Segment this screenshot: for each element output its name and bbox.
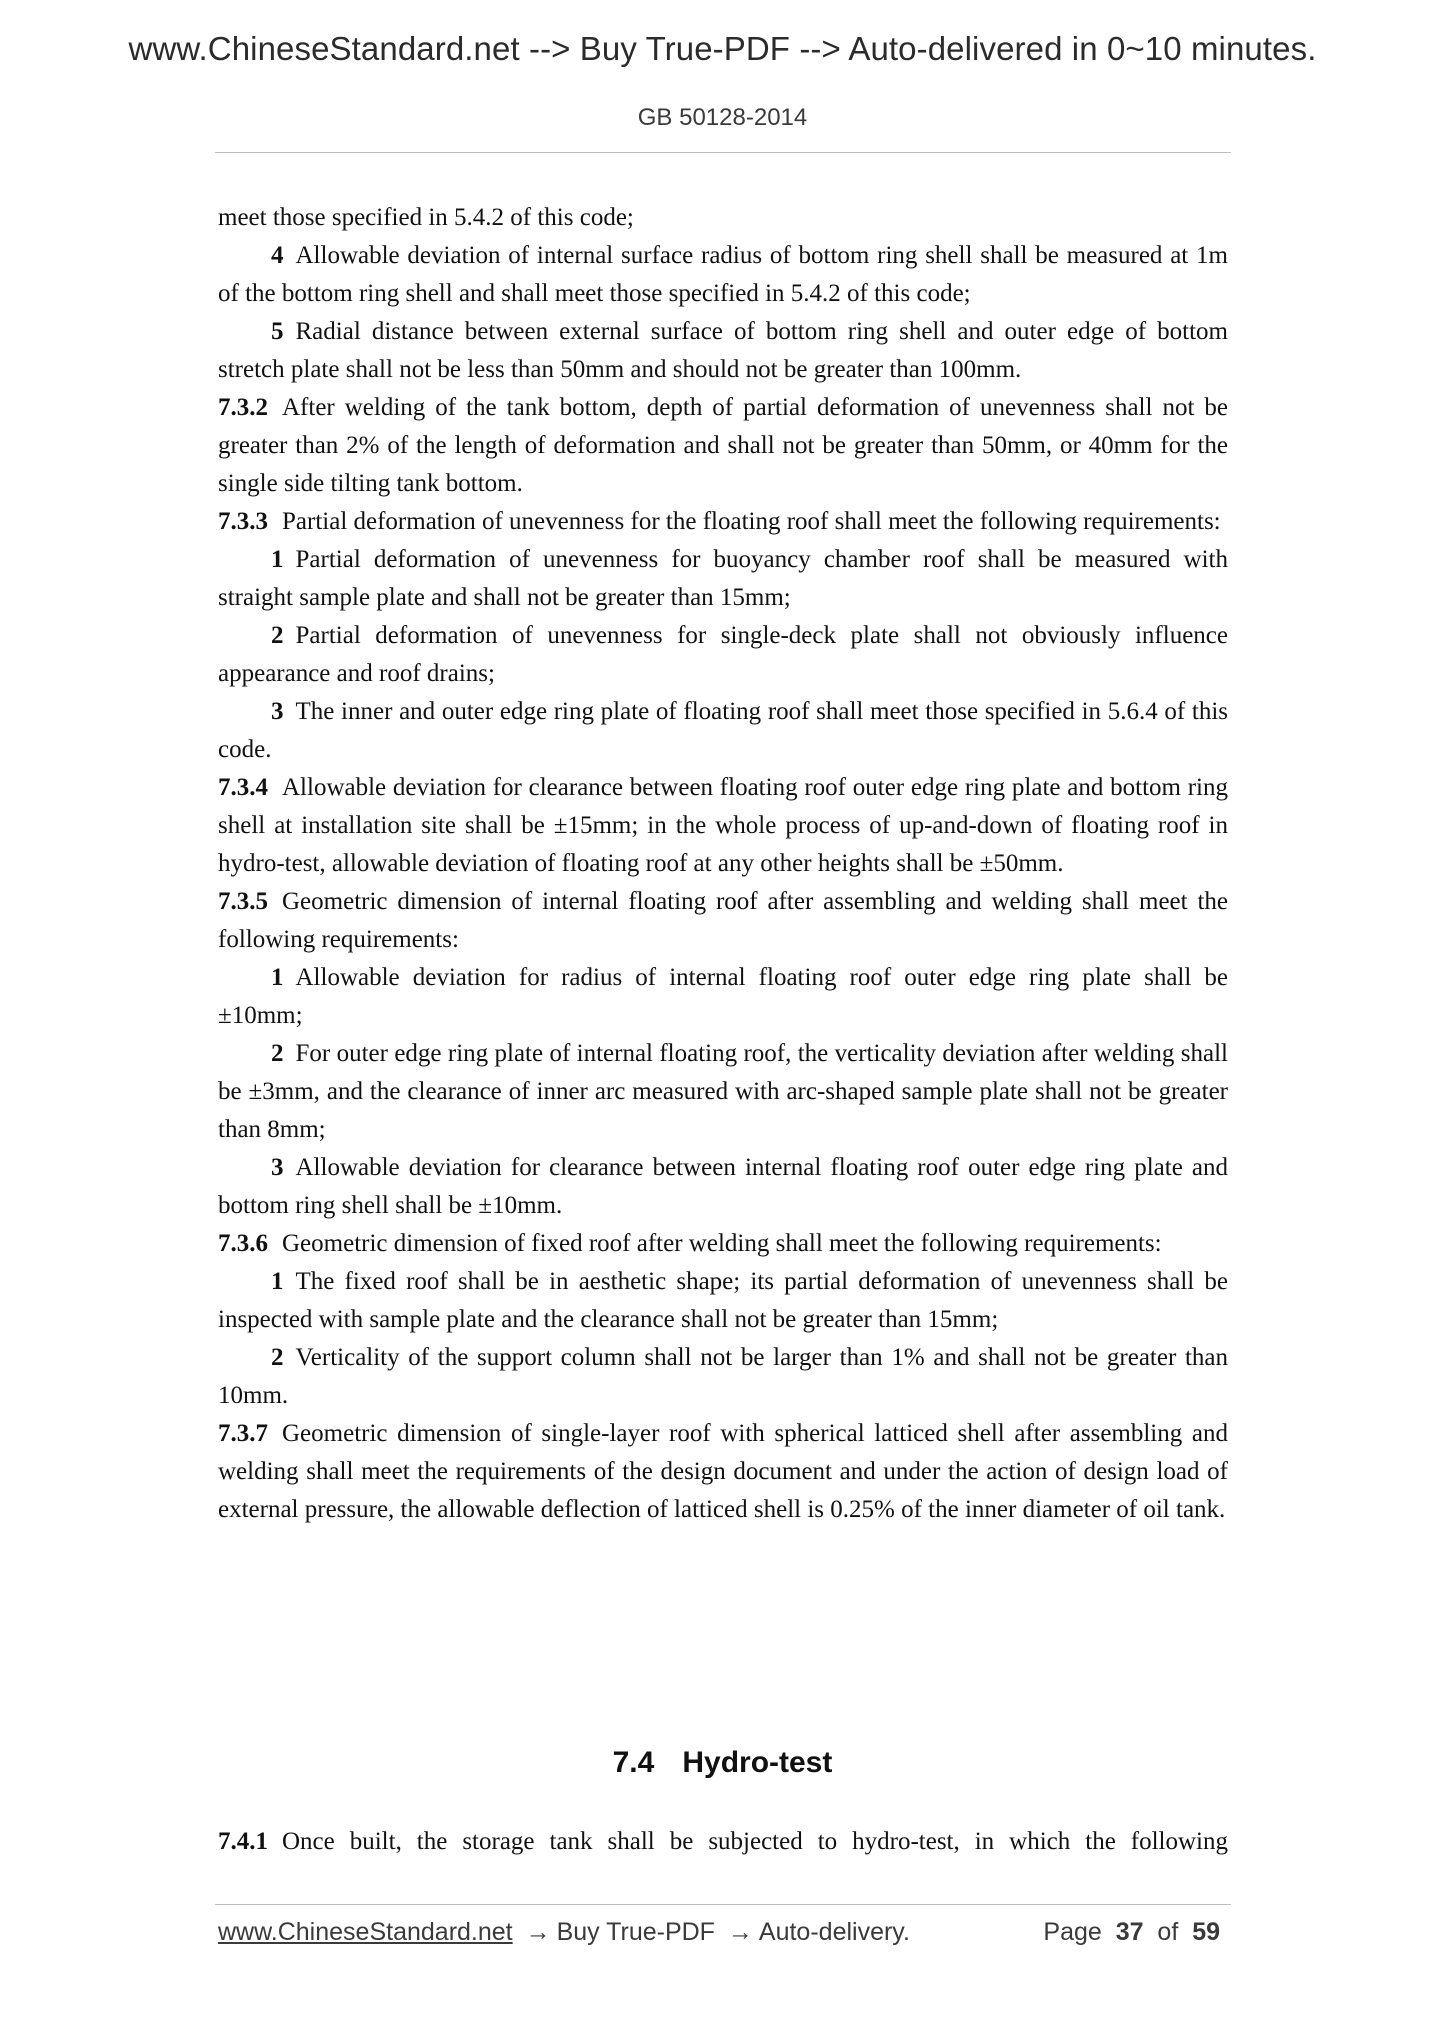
clause-7-3-6 bbox=[218, 1225, 1228, 1263]
item-number: 1 bbox=[271, 1268, 284, 1295]
clause-text: Allowable deviation for clearance between floating roof outer edge ring plate and bottom ring shell at installation site shall be ±15mm; in the whole process of up-and-down of floating roof in hydro-test, allowable deviation of floating roof at any other heights shall be ±50mm. bbox=[218, 774, 1228, 877]
auto-delivery-text: Auto-delivery. bbox=[758, 1918, 910, 1946]
page-label: Page bbox=[1043, 1918, 1102, 1946]
list-item bbox=[218, 1263, 1228, 1339]
clause-7-4-1 bbox=[218, 1823, 1228, 1861]
item-text: Verticality of the support column shall not be larger than 1% and shall not be greater than 10mm. bbox=[218, 1344, 1228, 1409]
clause-number: 7.3.7 bbox=[218, 1420, 268, 1447]
clause-text: Geometric dimension of internal floating roof after assembling and welding shall meet the following requirements: bbox=[218, 888, 1228, 953]
list-item bbox=[218, 617, 1228, 693]
item-text: Radial distance between external surface of bottom ring shell and outer edge of bottom stretch plate shall not be less than 50mm and should not be greater than 100mm. bbox=[218, 318, 1228, 383]
page-number bbox=[1043, 1918, 1220, 1947]
item-text: Allowable deviation for clearance between internal floating roof outer edge ring plate and bottom ring shell shall be ±10mm. bbox=[218, 1154, 1228, 1219]
footer-links bbox=[218, 1918, 910, 1947]
clause-text: After welding of the tank bottom, depth of partial deformation of unevenness shall not be greater than 2% of the length of deformation and shall not be greater than 50mm, or 40mm for the single side tilting tank bottom. bbox=[218, 394, 1228, 497]
current-page: 37 bbox=[1115, 1918, 1144, 1946]
clause-7-3-2 bbox=[218, 389, 1228, 503]
clause-text: Geometric dimension of fixed roof after welding shall meet the following requirements: bbox=[282, 1230, 1162, 1257]
arrow-right-icon: → bbox=[727, 1918, 753, 1946]
continued-paragraph: meet those specified in 5.4.2 of this code; bbox=[218, 204, 634, 231]
section-heading bbox=[0, 1746, 1445, 1780]
item-text: Partial deformation of unevenness for single-deck plate shall not obviously influence appearance and roof drains; bbox=[218, 622, 1228, 687]
item-number: 1 bbox=[271, 546, 284, 573]
list-item bbox=[218, 313, 1228, 389]
clause-text: Geometric dimension of single-layer roof with spherical latticed shell after assembling and welding shall meet the requirements of the design document and under the action of design load of external pressure, the allowable deflection of latticed shell is 0.25% of the inner diameter of oil tank. bbox=[218, 1420, 1228, 1523]
clause-number: 7.4.1 bbox=[218, 1828, 268, 1855]
item-text: Partial deformation of unevenness for buoyancy chamber roof shall be measured with straight sample plate and shall not be greater than 15mm; bbox=[218, 546, 1228, 611]
clause-number: 7.3.2 bbox=[218, 394, 268, 421]
list-item bbox=[218, 959, 1228, 1035]
item-number: 3 bbox=[271, 698, 284, 725]
body-text bbox=[218, 199, 1228, 1529]
arrow-right-icon: → bbox=[525, 1918, 551, 1946]
page-footer bbox=[218, 1918, 1228, 1954]
section-number: 7.4 bbox=[612, 1746, 655, 1779]
item-text: Allowable deviation of internal surface radius of bottom ring shell shall be measured at 1m of the bottom ring shell and shall meet those specified in 5.4.2 of this code; bbox=[218, 242, 1228, 307]
clause-text: Partial deformation of unevenness for the floating roof shall meet the following requirements: bbox=[282, 508, 1221, 535]
clause-number: 7.3.6 bbox=[218, 1230, 268, 1257]
list-item bbox=[218, 1035, 1228, 1149]
clause-number: 7.3.5 bbox=[218, 888, 268, 915]
footer-divider bbox=[215, 1904, 1231, 1905]
top-banner: www.ChineseStandard.net --> Buy True-PDF --> Auto-delivered in 0~10 minutes. bbox=[128, 30, 1317, 67]
total-pages: 59 bbox=[1192, 1918, 1220, 1946]
clause-text: Once built, the storage tank shall be subjected to hydro-test, in which the following bbox=[282, 1828, 1228, 1855]
item-number: 1 bbox=[271, 964, 284, 991]
list-item bbox=[218, 237, 1228, 313]
section-title: Hydro-test bbox=[682, 1746, 833, 1779]
of-label: of bbox=[1157, 1918, 1179, 1946]
list-item bbox=[218, 693, 1228, 769]
item-number: 2 bbox=[271, 622, 284, 649]
clause-7-3-5 bbox=[218, 883, 1228, 959]
list-item bbox=[218, 1339, 1228, 1415]
item-text: The inner and outer edge ring plate of floating roof shall meet those specified in 5.6.4 of this code. bbox=[218, 698, 1228, 763]
clause-number: 7.3.4 bbox=[218, 774, 268, 801]
item-number: 5 bbox=[271, 318, 284, 345]
buy-text: Buy True-PDF bbox=[556, 1918, 715, 1946]
item-number: 4 bbox=[271, 242, 284, 269]
list-item bbox=[218, 541, 1228, 617]
header-divider bbox=[215, 152, 1231, 153]
standard-code: GB 50128-2014 bbox=[637, 104, 808, 131]
website-link[interactable]: www.ChineseStandard.net bbox=[218, 1918, 513, 1946]
item-text: For outer edge ring plate of internal floating roof, the verticality deviation after welding shall be ±3mm, and the clearance of inner arc measured with arc-shaped sample plate shall not be greater than 8mm; bbox=[218, 1040, 1228, 1143]
item-number: 2 bbox=[271, 1344, 284, 1371]
item-text: Allowable deviation for radius of internal floating roof outer edge ring plate shall be ±10mm; bbox=[218, 964, 1228, 1029]
clause-7-3-7 bbox=[218, 1415, 1228, 1529]
list-item bbox=[218, 1149, 1228, 1225]
clause-7-3-4 bbox=[218, 769, 1228, 883]
item-number: 3 bbox=[271, 1154, 284, 1181]
item-number: 2 bbox=[271, 1040, 284, 1067]
clause-7-3-3 bbox=[218, 503, 1228, 541]
item-text: The fixed roof shall be in aesthetic shape; its partial deformation of unevenness shall be inspected with sample plate and the clearance shall not be greater than 15mm; bbox=[218, 1268, 1228, 1333]
clause-number: 7.3.3 bbox=[218, 508, 268, 535]
